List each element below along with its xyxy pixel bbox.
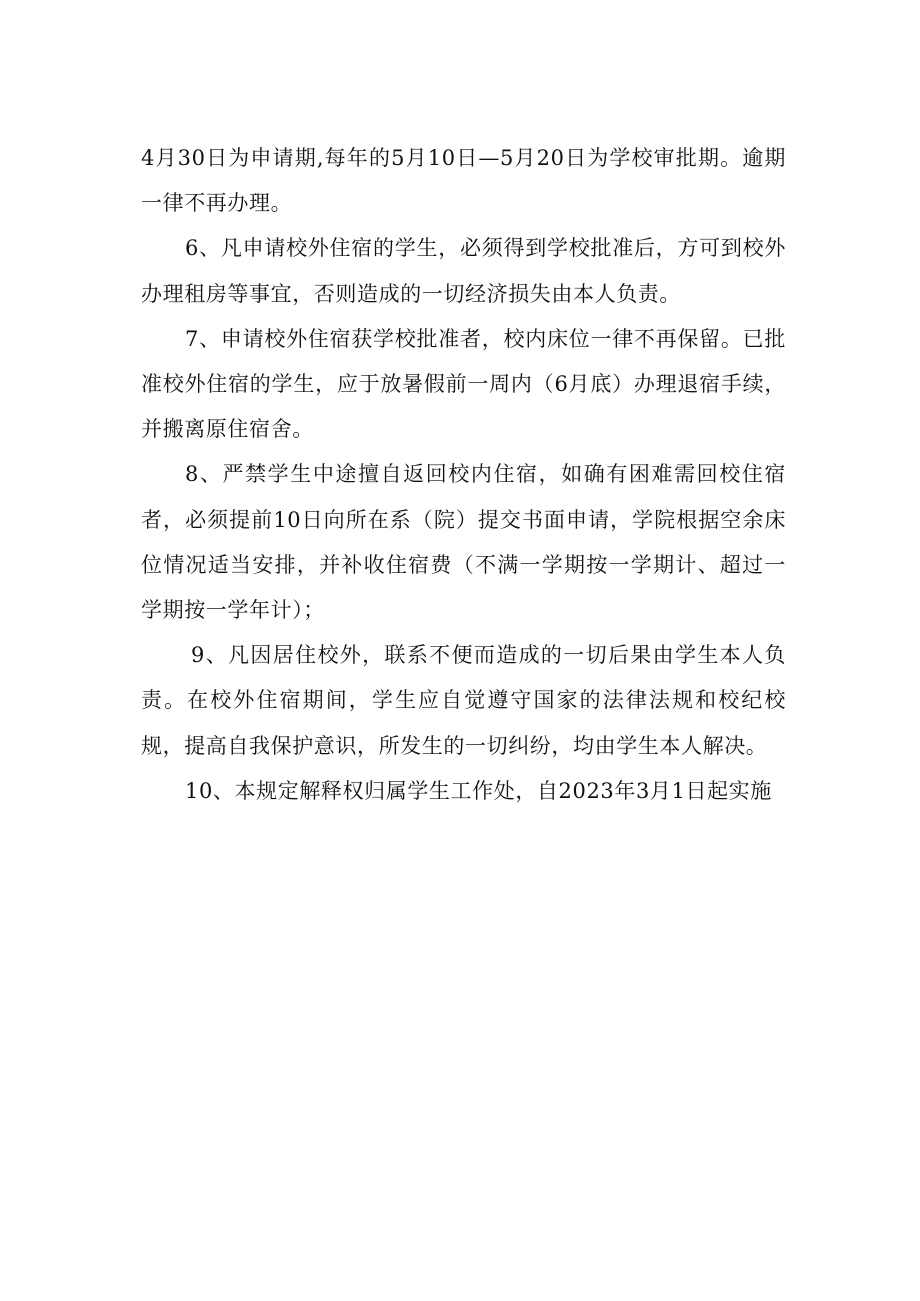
document-body xyxy=(141,136,786,814)
paragraph-rule-8: 8、严禁学生中途擅自返回校内住宿，如确有困难需回校住宿者，必须提前10日向所在系（院）提交书面申请，学院根据空余床位情况适当安排，并补收住宿费（不满一学期按一学期计、超过一学期按一学年计）； xyxy=(141,462,786,623)
paragraph-rule-7: 7、申请校外住宿获学校批准者，校内床位一律不再保留。已批准校外住宿的学生，应于放暑假前一周内（6月底）办理退宿手续，并搬离原住宿舍。 xyxy=(141,326,786,442)
paragraph-rule-9: 9、凡因居住校外，联系不便而造成的一切后果由学生本人负责。在校外住宿期间，学生应自觉遵守国家的法律法规和校纪校规，提高自我保护意识，所发生的一切纠纷，均由学生本人解决。 xyxy=(141,643,786,758)
paragraph-rule-6: 6、凡申请校外住宿的学生，必须得到学校批准后，方可到校外办理租房等事宜，否则造成的一切经济损失由本人负责。 xyxy=(141,236,786,306)
paragraph-continuation: 4月30日为申请期,每年的5月10日—5月20日为学校审批期。逾期一律不再办理。 xyxy=(141,146,786,216)
paragraph-rule-10: 10、本规定解释权归属学生工作处，自2023年3月1日起实施 xyxy=(185,778,772,803)
